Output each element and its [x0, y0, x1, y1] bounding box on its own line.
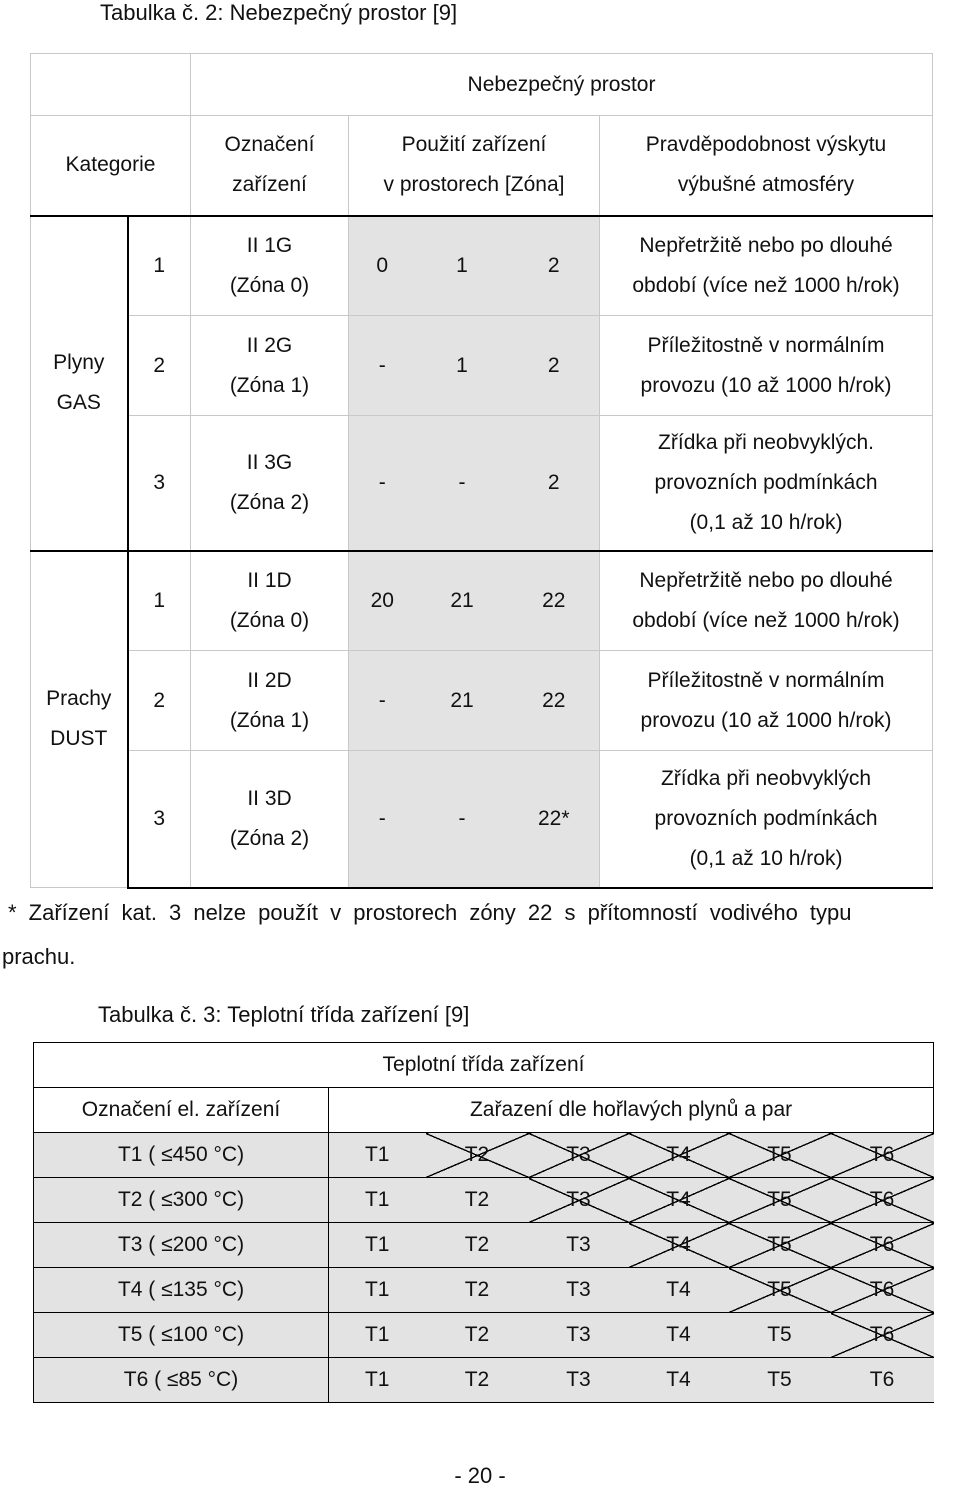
class-cell: T5 — [729, 1358, 831, 1403]
table-row — [34, 1313, 934, 1358]
class-cell: T4 — [629, 1358, 729, 1403]
class-cell: T3 — [529, 1358, 629, 1403]
device-class-label: T6 ( ≤85 °C) — [34, 1358, 329, 1403]
device-line: II 2D — [247, 668, 292, 692]
class-cell-excluded: T6 — [831, 1268, 934, 1313]
table2-caption: Tabulka č. 2: Nebezpečný prostor [9] — [100, 0, 458, 25]
probability-line: Nepřetržitě nebo po dlouhé — [639, 568, 893, 592]
class-cell-excluded: T6 — [831, 1133, 934, 1178]
class-cell: T2 — [426, 1313, 529, 1358]
probability-line: provozních podmínkách — [654, 470, 878, 494]
category-cell: 1 — [128, 551, 191, 651]
class-cell-excluded: T3 — [529, 1178, 629, 1223]
device-line: (Zóna 0) — [229, 273, 310, 297]
class-cell: T4 — [629, 1268, 729, 1313]
device-line: II 2G — [246, 333, 293, 357]
probability-line: provozu (10 až 1000 h/rok) — [640, 373, 892, 397]
t3-body — [34, 1133, 934, 1403]
device-line: II 3G — [246, 450, 293, 474]
t3-col2-header: Zařazení dle hořlavých plynů a par — [329, 1088, 934, 1133]
probability-cell — [600, 416, 933, 551]
device-class-label: T4 ( ≤135 °C) — [34, 1268, 329, 1313]
device-class-label: T3 ( ≤200 °C) — [34, 1223, 329, 1268]
header-line: zařízení — [232, 173, 307, 197]
class-cell-excluded: T6 — [831, 1223, 934, 1268]
probability-line: provozu (10 až 1000 h/rok) — [640, 708, 892, 732]
class-cell: T1 — [329, 1178, 426, 1223]
device-line: (Zóna 2) — [229, 826, 310, 850]
zone-cell: 22 — [509, 651, 600, 751]
device-line: (Zóna 2) — [229, 490, 310, 514]
probability-line: (0,1 až 10 h/rok) — [689, 846, 843, 870]
class-cell: T2 — [426, 1223, 529, 1268]
class-cell-excluded: T2 — [426, 1133, 529, 1178]
class-cell-excluded: T3 — [529, 1133, 629, 1178]
header-line: výbušné atmosféry — [677, 173, 855, 197]
zone-cell: 1 — [416, 216, 509, 316]
page-number: - 20 - — [454, 1463, 506, 1488]
zone-cell: 21 — [416, 551, 509, 651]
class-cell-excluded: T5 — [729, 1178, 831, 1223]
category-cell: 1 — [128, 216, 191, 316]
table-row — [31, 216, 933, 316]
zone-cell: 2 — [509, 316, 600, 416]
class-cell: T6 — [831, 1358, 934, 1403]
header-kategorie: Kategorie — [31, 116, 191, 216]
probability-cell — [600, 316, 933, 416]
category-cell: 3 — [128, 751, 191, 888]
table-row — [34, 1223, 934, 1268]
class-cell: T1 — [329, 1223, 426, 1268]
table-row — [31, 551, 933, 651]
header-oznaceni — [191, 116, 349, 216]
probability-line: Zřídka při neobvyklých. — [658, 430, 874, 454]
header-line: Použití zařízení — [401, 133, 547, 157]
class-cell: T3 — [529, 1268, 629, 1313]
class-cell: T1 — [329, 1268, 426, 1313]
group-line: DUST — [50, 727, 108, 751]
zone-cell: 2 — [509, 216, 600, 316]
device-cell — [191, 551, 349, 651]
device-cell — [191, 216, 349, 316]
table-row — [34, 1178, 934, 1223]
footnote-line: * Zařízení kat. 3 nelze použít v prostorech zóny 22 s přítomností vodivého typu — [8, 900, 852, 925]
zone-cell: 1 — [416, 316, 509, 416]
zone-cell: - — [349, 751, 416, 888]
probability-line: období (více než 1000 h/rok) — [632, 273, 900, 297]
table3-caption: Tabulka č. 3: Teplotní třída zařízení [9] — [98, 1002, 470, 1027]
group-line: GAS — [56, 391, 101, 414]
table-row — [31, 751, 933, 888]
header-pouziti — [349, 116, 600, 216]
zone-cell: - — [349, 416, 416, 551]
device-cell — [191, 651, 349, 751]
class-cell: T3 — [529, 1223, 629, 1268]
zone-cell: 22 — [509, 551, 600, 651]
probability-cell — [600, 651, 933, 751]
class-cell-excluded: T5 — [729, 1268, 831, 1313]
zone-cell: - — [349, 651, 416, 751]
empty-corner — [31, 54, 191, 116]
device-line: (Zóna 1) — [229, 708, 310, 732]
class-cell-excluded: T5 — [729, 1133, 831, 1178]
group-label-gas — [31, 216, 128, 551]
top-header: Nebezpečný prostor — [191, 54, 933, 116]
zone-cell: - — [349, 316, 416, 416]
zone-cell: - — [416, 751, 509, 888]
probability-cell — [600, 216, 933, 316]
zone-cell: 20 — [349, 551, 416, 651]
probability-line: provozních podmínkách — [654, 806, 878, 830]
device-class-label: T2 ( ≤300 °C) — [34, 1178, 329, 1223]
category-cell: 2 — [128, 316, 191, 416]
temperature-class-table — [33, 1042, 934, 1403]
zone-cell: 0 — [349, 216, 416, 316]
header-pravdepodobnost — [600, 116, 933, 216]
zone-cell: - — [416, 416, 509, 551]
t3-top-header: Teplotní třída zařízení — [34, 1043, 934, 1088]
t3-col1-header: Označení el. zařízení — [34, 1088, 329, 1133]
header-line: Označení — [224, 133, 315, 157]
class-cell-excluded: T6 — [831, 1313, 934, 1358]
probability-cell — [600, 751, 933, 888]
device-cell — [191, 416, 349, 551]
class-cell-excluded: T4 — [629, 1223, 729, 1268]
zone-cell: 2 — [509, 416, 600, 551]
header-line: v prostorech [Zóna] — [383, 173, 565, 197]
device-cell — [191, 751, 349, 888]
probability-line: Nepřetržitě nebo po dlouhé — [639, 233, 893, 257]
table-row — [31, 651, 933, 751]
class-cell: T5 — [729, 1313, 831, 1358]
group-line: Prachy — [46, 687, 112, 711]
zone-cell: 21 — [416, 651, 509, 751]
device-line: II 1G — [246, 233, 293, 257]
class-cell: T2 — [426, 1268, 529, 1313]
class-cell-excluded: T4 — [629, 1178, 729, 1223]
probability-line: Příležitostně v normálním — [647, 668, 885, 692]
class-cell: T1 — [329, 1358, 426, 1403]
zone-cell: 22* — [509, 751, 600, 888]
class-cell: T2 — [426, 1358, 529, 1403]
class-cell-excluded: T5 — [729, 1223, 831, 1268]
device-line: II 1D — [247, 568, 292, 592]
device-line: (Zóna 1) — [229, 373, 310, 397]
probability-cell — [600, 551, 933, 651]
probability-line: Zřídka při neobvyklých — [660, 766, 872, 790]
class-cell: T1 — [329, 1313, 426, 1358]
hazardous-area-table — [30, 53, 933, 889]
table-row — [34, 1268, 934, 1313]
class-cell-excluded: T4 — [629, 1133, 729, 1178]
class-cell: T4 — [629, 1313, 729, 1358]
device-cell — [191, 316, 349, 416]
category-cell: 2 — [128, 651, 191, 751]
class-cell: T3 — [529, 1313, 629, 1358]
category-cell: 3 — [128, 416, 191, 551]
header-line: Pravděpodobnost výskytu — [645, 133, 887, 157]
group-line: Plyny — [53, 351, 105, 374]
device-line: II 3D — [247, 786, 292, 810]
device-line: (Zóna 0) — [229, 608, 310, 632]
class-cell: T1 — [329, 1133, 426, 1178]
probability-line: období (více než 1000 h/rok) — [632, 608, 900, 632]
footnote-line: prachu. — [2, 944, 76, 969]
table-row — [34, 1358, 934, 1403]
device-class-label: T5 ( ≤100 °C) — [34, 1313, 329, 1358]
probability-line: Příležitostně v normálním — [647, 333, 885, 357]
probability-line: (0,1 až 10 h/rok) — [689, 510, 843, 534]
table-row — [34, 1133, 934, 1178]
class-cell-excluded: T6 — [831, 1178, 934, 1223]
class-cell: T2 — [426, 1178, 529, 1223]
table-row — [31, 416, 933, 551]
table-row — [31, 316, 933, 416]
device-class-label: T1 ( ≤450 °C) — [34, 1133, 329, 1178]
group-label-dust — [31, 551, 128, 888]
